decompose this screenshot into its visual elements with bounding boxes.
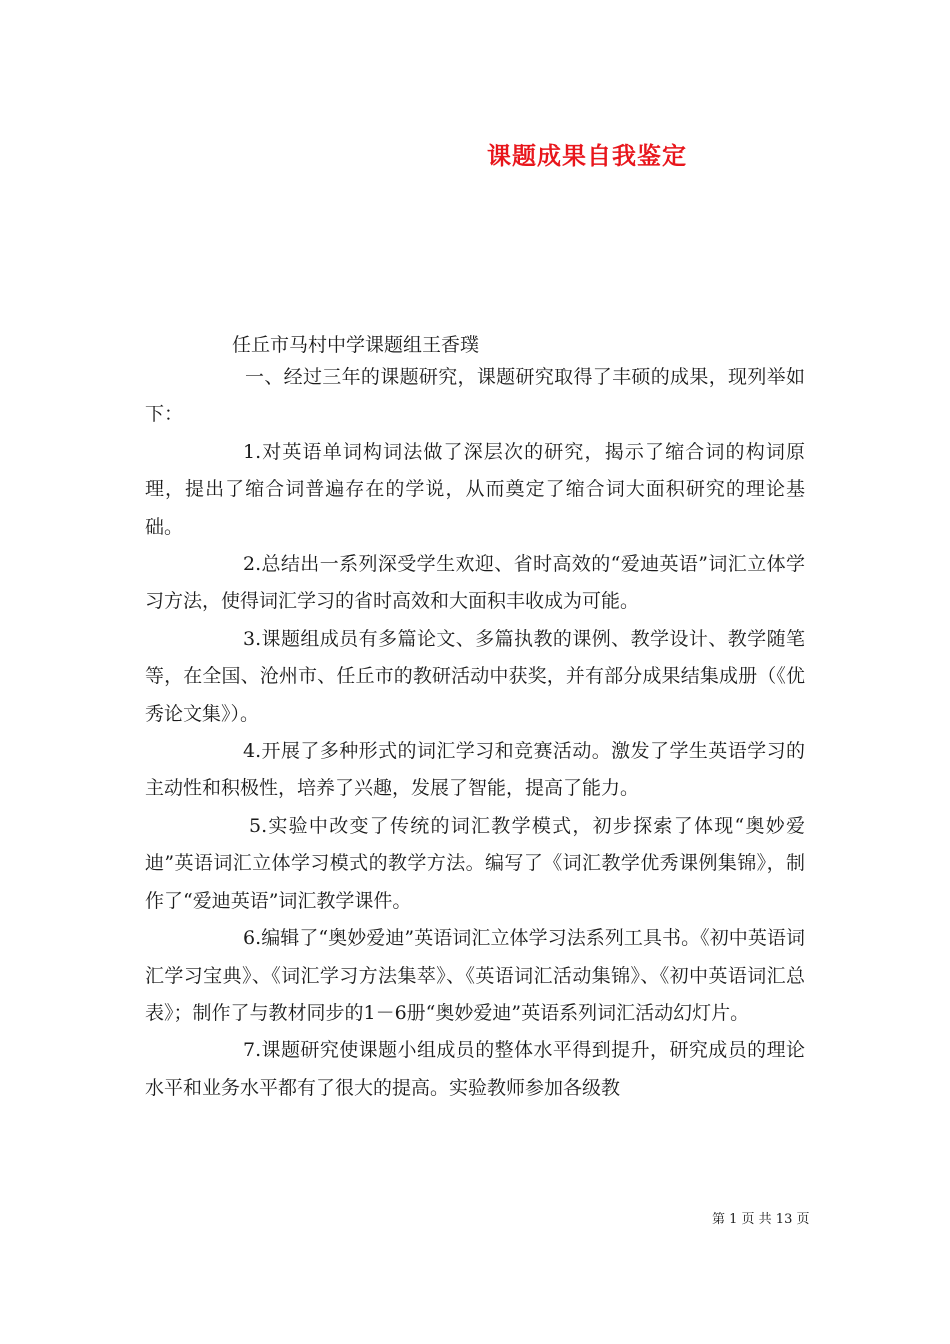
paragraph-item-3: 3.课题组成员有多篇论文、多篇执教的课例、教学设计、教学随笔等，在全国、沧州市、任丘市的教研活动中获奖，并有部分成果结集成册（《优秀论文集》）。 [145,627,805,725]
page-number-footer: 第 1 页 共 13 页 [712,1212,810,1227]
document-body [145,359,805,1107]
author-line: 任丘市马村中学课题组王香璞 [232,334,480,356]
paragraph-item-4: 4.开展了多种形式的词汇学习和竞赛活动。激发了学生英语学习的主动性和积极性，培养了兴趣，发展了智能，提高了能力。 [145,740,805,800]
document-title: 课题成果自我鉴定 [487,141,687,170]
paragraph-item-2: 2.总结出一系列深受学生欢迎、省时高效的“爱迪英语”词汇立体学习方法，使得词汇学习的省时高效和大面积丰收成为可能。 [145,553,805,613]
paragraph-item-7: 7.课题研究使课题小组成员的整体水平得到提升，研究成员的理论水平和业务水平都有了很大的提高。实验教师参加各级教 [145,1039,805,1099]
paragraph-item-5: 5.实验中改变了传统的词汇教学模式，初步探索了体现“奥妙爱迪”英语词汇立体学习模式的教学方法。编写了《词汇教学优秀课例集锦》，制作了“爱迪英语”词汇教学课件。 [145,814,805,912]
paragraph-item-6: 6.编辑了“奥妙爱迪”英语词汇立体学习法系列工具书。《初中英语词汇学习宝典》、《词汇学习方法集萃》、《英语词汇活动集锦》、《初中英语词汇总表》；制作了与教材同步的1－6册“奥妙爱迪”英语系列词汇活动幻灯片。 [145,927,805,1024]
paragraph-intro: 一、经过三年的课题研究，课题研究取得了丰硕的成果，现列举如下： [145,366,805,426]
paragraph-item-1: 1.对英语单词构词法做了深层次的研究，揭示了缩合词的构词原理，提出了缩合词普遍存在的学说，从而奠定了缩合词大面积研究的理论基础。 [145,440,805,538]
